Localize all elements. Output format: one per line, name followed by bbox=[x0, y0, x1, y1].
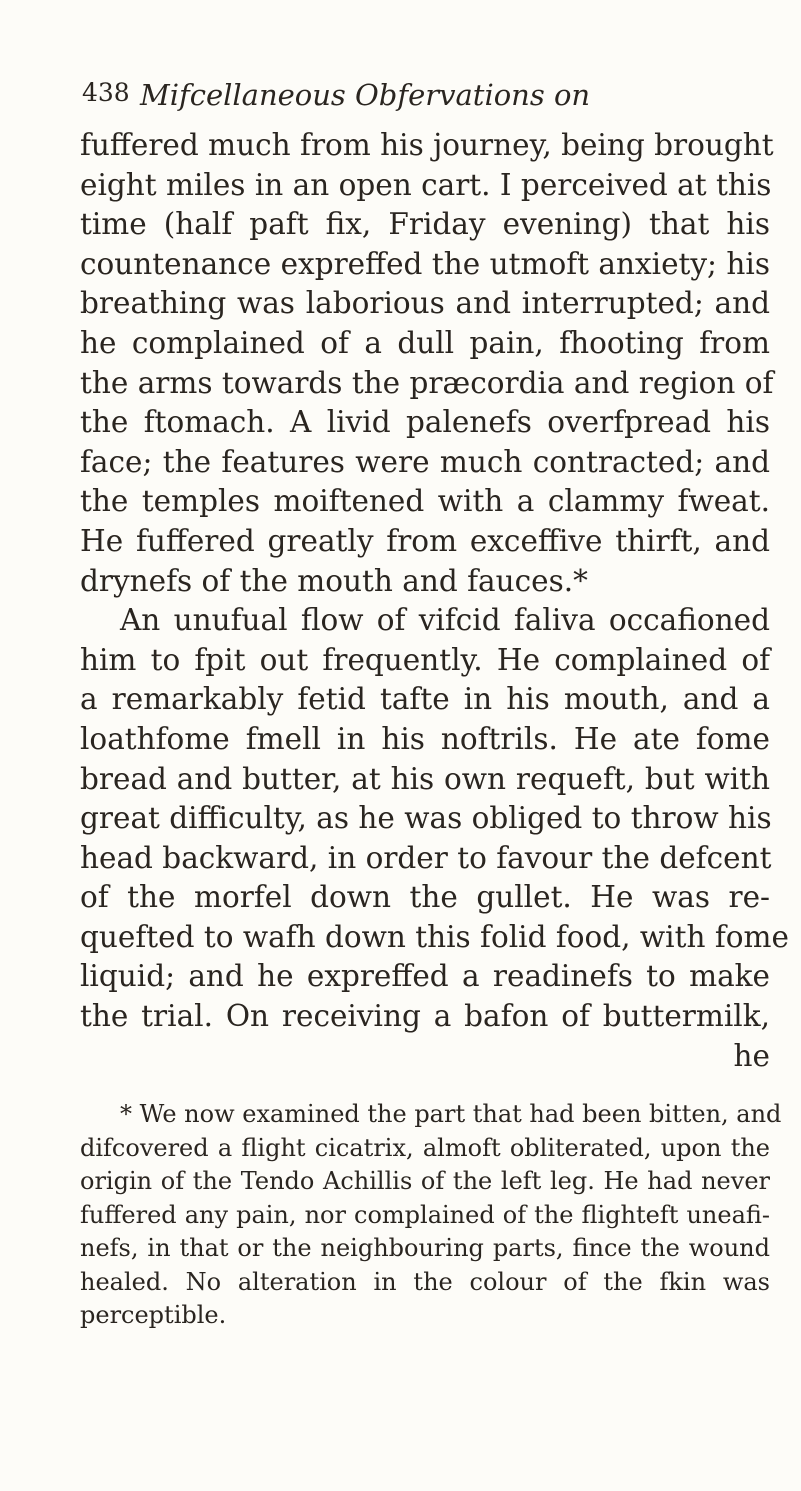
text-line: quefted to wafh down this folid food, with fome bbox=[80, 919, 789, 954]
footnote-line: nefs, in that or the neighbouring parts, fince the wound bbox=[80, 1234, 770, 1262]
running-head: Mifcellaneous Obfervations on bbox=[140, 78, 591, 112]
text-line: liquid; and he expreffed a readinefs to make bbox=[80, 959, 770, 994]
text-line: bread and butter, at his own requeft, but with bbox=[80, 761, 770, 796]
footnote-line: * We now examined the part that had been bitten, and bbox=[120, 1100, 782, 1128]
text-line: a remarkably fetid tafte in his mouth, and a bbox=[80, 682, 770, 717]
text-line: fuffered much from his journey, being brought bbox=[80, 128, 774, 162]
page-header bbox=[82, 78, 782, 118]
text-line: face; the features were much contracted; and bbox=[80, 444, 770, 479]
footnote-line: perceptible. bbox=[80, 1301, 227, 1329]
footnote bbox=[80, 1098, 782, 1333]
catchword: he bbox=[733, 1038, 770, 1073]
text-line: countenance expreffed the utmoft anxiety; his bbox=[80, 246, 770, 281]
text-line: drynefs of the mouth and fauces.* bbox=[80, 563, 588, 598]
footnote-line: healed. No alteration in the colour of the fkin was bbox=[80, 1267, 770, 1296]
text-line: An unufual flow of vifcid faliva occafioned bbox=[120, 603, 770, 638]
body-text bbox=[80, 126, 789, 1076]
text-line: breathing was laborious and interrupted; and bbox=[80, 286, 770, 321]
footnote-line: fuffered any pain, nor complained of the flighteft uneafi- bbox=[80, 1200, 770, 1229]
text-line: he complained of a dull pain, fhooting from bbox=[80, 325, 770, 360]
text-line: head backward, in order to favour the defcent bbox=[80, 840, 772, 875]
text-line: loathfome fmell in his noftrils. He ate fome bbox=[80, 721, 770, 756]
text-line: He fuffered greatly from exceffive thirft, and bbox=[80, 523, 770, 558]
text-line: the temples moiftened with a clammy fweat. bbox=[80, 484, 770, 519]
text-line: great difficulty, as he was obliged to throw his bbox=[80, 801, 772, 836]
text-line: of the morfel down the gullet. He was re- bbox=[80, 880, 770, 915]
text-line: the trial. On receiving a bafon of buttermilk, bbox=[80, 999, 770, 1034]
footnote-line: origin of the Tendo Achillis of the left leg. He had never bbox=[80, 1167, 770, 1195]
text-line: him to fpit out frequently. He complained of bbox=[80, 642, 770, 677]
text-line: the arms towards the præcordia and region of bbox=[80, 365, 774, 400]
text-line: the ftomach. A livid palenefs overfpread his bbox=[80, 405, 770, 440]
footnote-line: difcovered a flight cicatrix, almoft obliterated, upon the bbox=[80, 1133, 770, 1162]
text-line: eight miles in an open cart. I perceived at this bbox=[80, 167, 772, 202]
text-line: time (half paft fix, Friday evening) that his bbox=[80, 207, 770, 242]
page-number: 438 bbox=[82, 78, 130, 107]
